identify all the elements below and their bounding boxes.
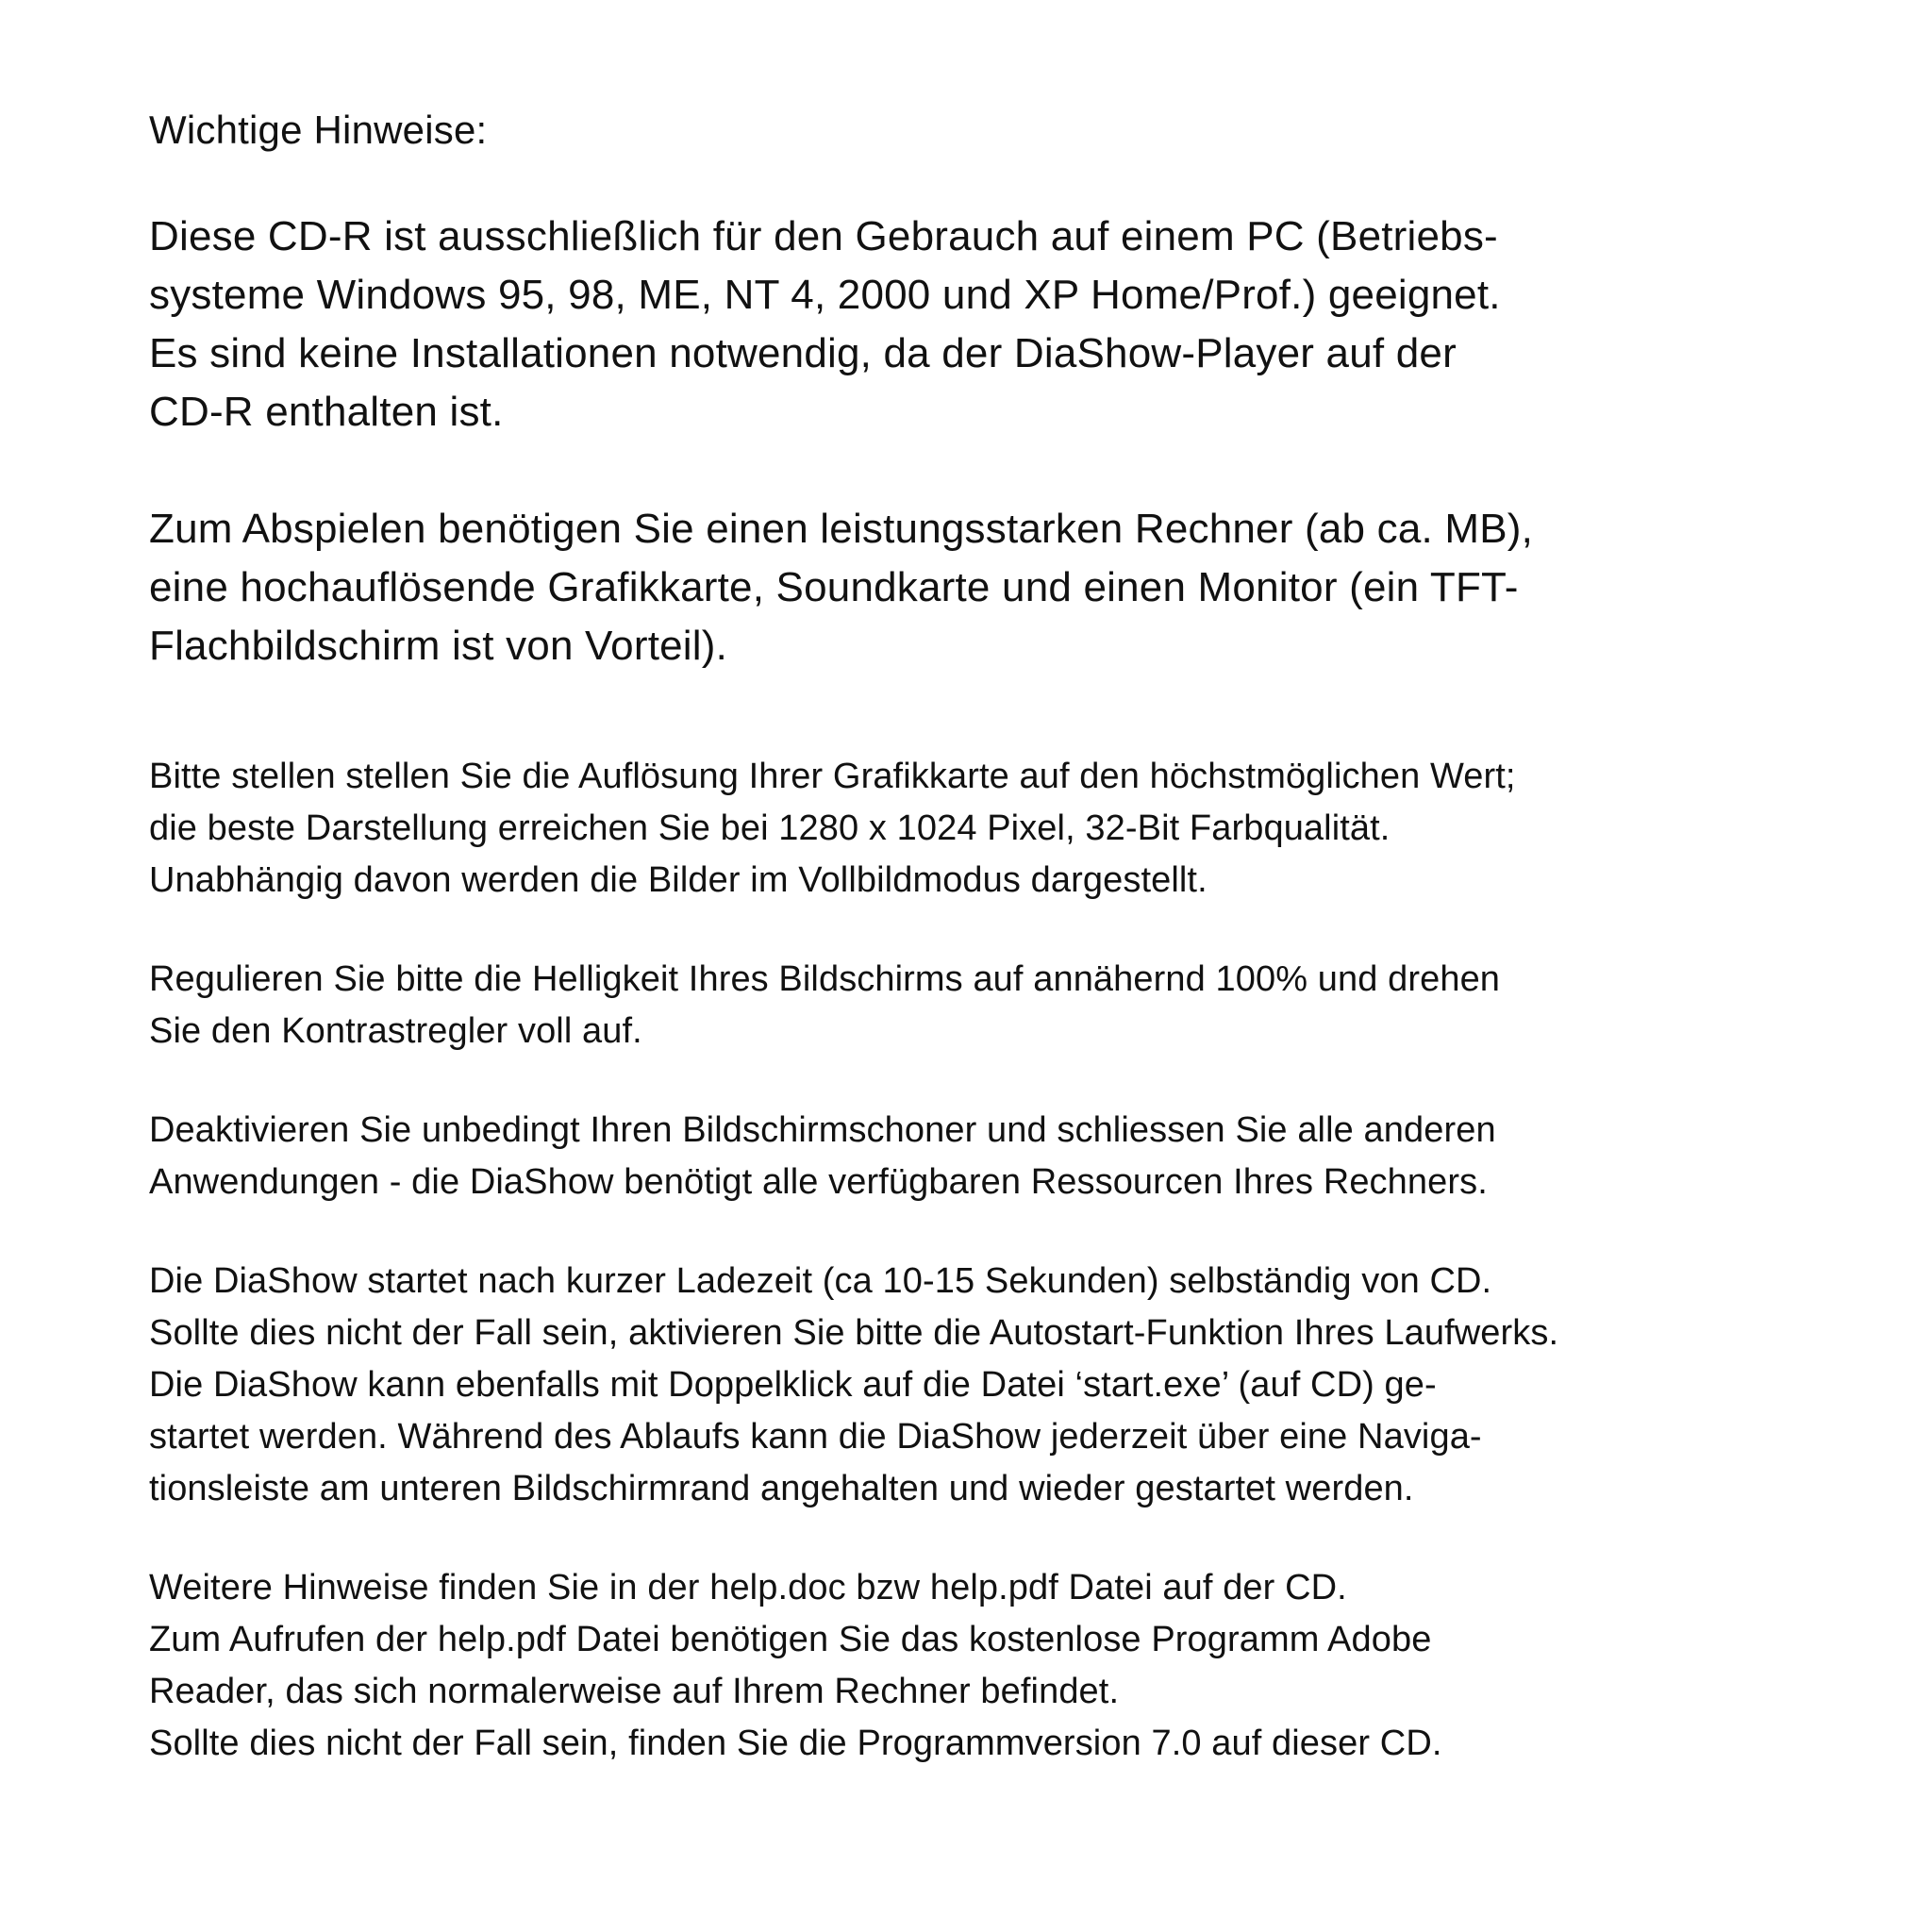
paragraph-help: Weitere Hinweise finden Sie in der help.doc bzw help.pdf Datei auf der CD. Zum Aufrufen der help.pdf Datei benötigen Sie das kostenlose Programm Adobe Reader, das sich normalerweise auf Ihrem Rechner befindet. Sollte dies nicht der Fall sein, finden Sie die Programmversion 7.0 auf dieser CD. bbox=[149, 1568, 1442, 1763]
paragraph-resolution: Bitte stellen stellen Sie die Auflösung Ihrer Grafikkarte auf den höchstmöglichen Wert; die beste Darstellung erreichen Sie bei 1280 x 1024 Pixel, 32-Bit Farbqualität. Unabhängig davon werden die Bilder im Vollbildmodus dargestellt. bbox=[149, 757, 1516, 900]
paragraph-screensaver: Deaktivieren Sie unbedingt Ihren Bildschirmschoner und schliessen Sie alle anderen Anwendungen - die DiaShow benötigt alle verfügbaren Ressourcen Ihres Rechners. bbox=[149, 1110, 1496, 1202]
paragraph-brightness: Regulieren Sie bitte die Helligkeit Ihres Bildschirms auf annähernd 100% und drehen Sie den Kontrastregler voll auf. bbox=[149, 959, 1501, 1051]
paragraph-autostart: Die DiaShow startet nach kurzer Ladezeit (ca 10-15 Sekunden) selbständig von CD. Sollte dies nicht der Fall sein, aktivieren Sie bitte die Autostart-Funktion Ihres Laufwerks. Die DiaShow kann ebenfalls mit Doppelklick auf die Datei ‘start.exe’ (auf CD) ge- startet werden. Während des Ablaufs kann die DiaShow jederzeit über eine Naviga- tionsleiste am unteren Bildschirmrand angehalten und wieder gestartet werden. bbox=[149, 1261, 1559, 1508]
paragraph-cd-compatibility: Diese CD-R ist ausschließlich für den Gebrauch auf einem PC (Betriebs- systeme Windows 95, 98, ME, NT 4, 2000 und XP Home/Prof.) geeignet. Es sind keine Installationen notwendig, da der DiaShow-Player auf der CD-R enthalten ist. bbox=[149, 213, 1501, 435]
document-heading: Wichtige Hinweise: bbox=[149, 108, 488, 152]
document-body bbox=[149, 102, 1885, 1817]
paragraph-system-requirements: Zum Abspielen benötigen Sie einen leistungsstarken Rechner (ab ca. MB), eine hochauflösende Grafikkarte, Soundkarte und einen Monitor (ein TFT- Flachbildschirm ist von Vorteil). bbox=[149, 506, 1534, 669]
